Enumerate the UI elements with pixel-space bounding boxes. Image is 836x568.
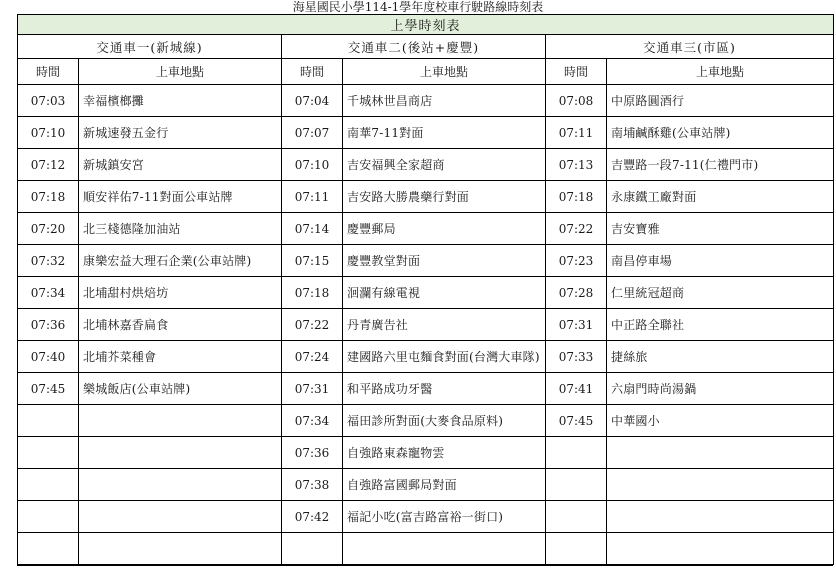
- stop-time: [18, 501, 79, 533]
- stop-time: [282, 533, 343, 565]
- stop-time: 07:42: [282, 501, 343, 533]
- stop-column-header: 上車地點: [607, 59, 834, 85]
- stop-place: [79, 405, 282, 437]
- stop-place: 中原路圓酒行: [607, 85, 834, 117]
- stop-time: [18, 533, 79, 565]
- section-header-row: [18, 15, 834, 35]
- stop-place: 中華國小: [607, 405, 834, 437]
- stop-place: 北埔林嘉香扁食: [79, 309, 282, 341]
- stop-time: 07:36: [282, 437, 343, 469]
- stop-time: 07:31: [282, 373, 343, 405]
- stop-time: 07:11: [546, 117, 607, 149]
- stop-time: 07:22: [546, 213, 607, 245]
- stop-place: 南埔鹹酥雞(公車站牌): [607, 117, 834, 149]
- stop-time: 07:07: [282, 117, 343, 149]
- stop-place: 千城林世昌商店: [343, 85, 546, 117]
- stop-place: 幸福檳榔攤: [79, 85, 282, 117]
- table-bottom-border: [17, 564, 833, 566]
- table-row: [18, 341, 834, 373]
- bus-3-name: 交通車三(市區): [546, 35, 834, 59]
- table-row: [18, 437, 834, 469]
- stop-place: 吉安路大勝農藥行對面: [343, 181, 546, 213]
- table-row: [18, 373, 834, 405]
- stop-place: 北埔芥菜種會: [79, 341, 282, 373]
- stop-time: 07:12: [18, 149, 79, 181]
- stop-place: 南昌停車場: [607, 245, 834, 277]
- stop-time: 07:28: [546, 277, 607, 309]
- stop-time: 07:34: [18, 277, 79, 309]
- stop-place: 康樂宏益大理石企業(公車站牌): [79, 245, 282, 277]
- bus-header-row: [18, 35, 834, 59]
- column-header-row: [18, 59, 834, 85]
- table-row: [18, 117, 834, 149]
- table-row: [18, 181, 834, 213]
- stop-place: [607, 469, 834, 501]
- stop-time: 07:10: [18, 117, 79, 149]
- stop-place: 自強路富國郵局對面: [343, 469, 546, 501]
- stop-place: [79, 533, 282, 565]
- stop-time: [546, 533, 607, 565]
- stop-place: 自強路東森寵物雲: [343, 437, 546, 469]
- time-column-header: 時間: [546, 59, 607, 85]
- stop-time: 07:22: [282, 309, 343, 341]
- stop-place: 樂城飯店(公車站牌): [79, 373, 282, 405]
- stop-time: 07:13: [546, 149, 607, 181]
- stop-time: [18, 437, 79, 469]
- stop-place: 吉安福興全家超商: [343, 149, 546, 181]
- stop-time: 07:38: [282, 469, 343, 501]
- document-title: 海星國民小學114-1學年度校車行駛路線時刻表: [292, 0, 544, 14]
- stop-time: 07:32: [18, 245, 79, 277]
- stop-place: 和平路成功牙醫: [343, 373, 546, 405]
- stop-place: 永康鐵工廠對面: [607, 181, 834, 213]
- stop-time: 07:04: [282, 85, 343, 117]
- stop-time: 07:11: [282, 181, 343, 213]
- stop-place: 洄瀾有線電視: [343, 277, 546, 309]
- table-row: [18, 277, 834, 309]
- stop-time: 07:18: [18, 181, 79, 213]
- section-title: 上學時刻表: [18, 15, 834, 35]
- stop-time: 07:14: [282, 213, 343, 245]
- stop-time: [18, 405, 79, 437]
- bus-1-name: 交通車一(新城線): [18, 35, 282, 59]
- stop-place: 順安祥佑7-11對面公車站牌: [79, 181, 282, 213]
- stop-time: 07:10: [282, 149, 343, 181]
- table-row: [18, 149, 834, 181]
- stop-column-header: 上車地點: [79, 59, 282, 85]
- bus-2-name: 交通車二(後站+慶豐): [282, 35, 546, 59]
- stop-place: 新城速發五金行: [79, 117, 282, 149]
- table-row: [18, 533, 834, 565]
- stop-place: 吉安寶雅: [607, 213, 834, 245]
- table-row: [18, 469, 834, 501]
- time-column-header: 時間: [18, 59, 79, 85]
- table-row: [18, 213, 834, 245]
- stop-time: 07:36: [18, 309, 79, 341]
- table-row: [18, 85, 834, 117]
- stop-place: 北三棧德隆加油站: [79, 213, 282, 245]
- stop-place: 南華7-11對面: [343, 117, 546, 149]
- stop-time: [18, 469, 79, 501]
- stop-time: 07:34: [282, 405, 343, 437]
- stop-time: 07:24: [282, 341, 343, 373]
- stop-place: 仁里統冠超商: [607, 277, 834, 309]
- stop-place: [79, 437, 282, 469]
- stop-time: 07:41: [546, 373, 607, 405]
- stop-time: 07:23: [546, 245, 607, 277]
- stop-place: 中正路全聯社: [607, 309, 834, 341]
- stop-place: 慶豐教堂對面: [343, 245, 546, 277]
- stop-time: 07:15: [282, 245, 343, 277]
- stop-place: 福田診所對面(大麥食品原料): [343, 405, 546, 437]
- stop-place: [79, 469, 282, 501]
- stop-time: [546, 469, 607, 501]
- table-row: [18, 245, 834, 277]
- stop-time: [546, 437, 607, 469]
- stop-time: 07:18: [282, 277, 343, 309]
- stop-time: 07:33: [546, 341, 607, 373]
- table-row: [18, 501, 834, 533]
- time-column-header: 時間: [282, 59, 343, 85]
- stop-place: 六扇門時尚湯鍋: [607, 373, 834, 405]
- stop-column-header: 上車地點: [343, 59, 546, 85]
- stop-time: 07:20: [18, 213, 79, 245]
- stop-time: 07:40: [18, 341, 79, 373]
- stop-place: [343, 533, 546, 565]
- stop-place: 捷絲旅: [607, 341, 834, 373]
- table-row: [18, 405, 834, 437]
- stop-time: 07:03: [18, 85, 79, 117]
- stop-place: 福記小吃(富吉路富裕一街口): [343, 501, 546, 533]
- stop-time: 07:18: [546, 181, 607, 213]
- stop-place: [607, 437, 834, 469]
- stop-time: [546, 501, 607, 533]
- stop-place: 北埔甜村烘焙坊: [79, 277, 282, 309]
- stop-place: 吉豐路一段7-11(仁禮門市): [607, 149, 834, 181]
- timetable: [17, 14, 834, 565]
- stop-place: 建國路六里屯麵食對面(台灣大車隊): [343, 341, 546, 373]
- stop-place: 丹青廣告社: [343, 309, 546, 341]
- table-row: [18, 309, 834, 341]
- stop-place: 新城鎮安宮: [79, 149, 282, 181]
- stop-time: 07:45: [18, 373, 79, 405]
- stop-place: [607, 533, 834, 565]
- stop-place: 慶豐郵局: [343, 213, 546, 245]
- stop-place: [79, 501, 282, 533]
- stop-time: 07:08: [546, 85, 607, 117]
- stop-time: 07:31: [546, 309, 607, 341]
- stop-place: [607, 501, 834, 533]
- stop-time: 07:45: [546, 405, 607, 437]
